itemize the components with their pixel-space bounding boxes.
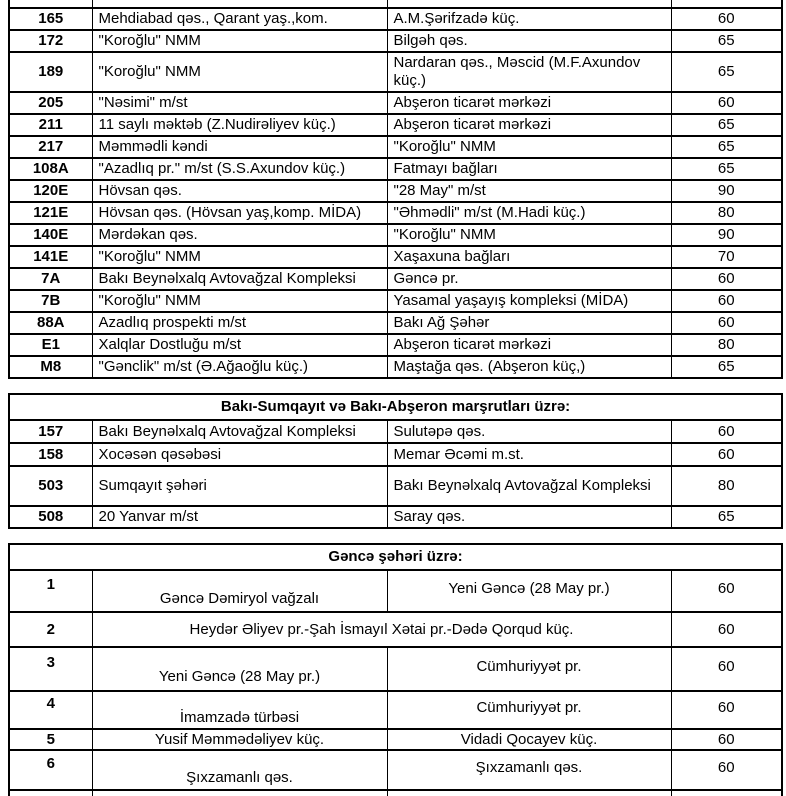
cut-off-cell	[671, 790, 782, 796]
route-row	[9, 312, 782, 334]
route-origin-cell: Məmmədli kəndi	[92, 136, 387, 158]
route-fare-cell: 60	[671, 420, 782, 443]
route-number-cell: 157	[9, 420, 92, 443]
route-number-cell: 6	[9, 750, 92, 790]
route-origin-cell: Şıxzamanlı qəs.	[92, 750, 387, 790]
route-origin-cell: 20 Yanvar m/st	[92, 506, 387, 528]
route-path-cell: Heydər Əliyev pr.-Şah İsmayıl Xətai pr.-Dədə Qorqud küç.	[92, 612, 671, 647]
route-row	[9, 180, 782, 202]
route-row	[9, 92, 782, 114]
route-fare-cell: 60	[671, 691, 782, 729]
section-header-row	[9, 394, 782, 420]
route-destination-cell: Cümhuriyyət pr.	[387, 691, 671, 729]
route-fare-cell: 80	[671, 202, 782, 224]
route-origin-cell: "Nəsimi" m/st	[92, 92, 387, 114]
route-destination-cell: Saray qəs.	[387, 506, 671, 528]
route-destination-cell: Yeni Gəncə (28 May pr.)	[387, 570, 671, 612]
route-destination-cell: "Əhmədli" m/st (M.Hadi küç.)	[387, 202, 671, 224]
cut-off-row	[9, 0, 782, 8]
route-destination-cell: A.M.Şərifzadə küç.	[387, 8, 671, 30]
route-number-cell: 508	[9, 506, 92, 528]
route-origin-cell: Gəncə Dəmiryol vağzalı	[92, 570, 387, 612]
route-row	[9, 158, 782, 180]
cut-off-cell	[92, 0, 387, 8]
route-row	[9, 136, 782, 158]
ganja-city-routes-header: Gəncə şəhəri üzrə:	[9, 544, 782, 570]
route-number-cell: 3	[9, 647, 92, 691]
route-origin-cell: Yeni Gəncə (28 May pr.)	[92, 647, 387, 691]
route-destination-cell: Maştağa qəs. (Abşeron küç,)	[387, 356, 671, 378]
route-origin-cell: Yusif Məmmədəliyev küç.	[92, 729, 387, 750]
route-fare-cell: 60	[671, 750, 782, 790]
route-origin-cell: Bakı Beynəlxalq Avtovağzal Kompleksi	[92, 420, 387, 443]
route-destination-cell: Sulutəpə qəs.	[387, 420, 671, 443]
route-destination-cell: Abşeron ticarət mərkəzi	[387, 92, 671, 114]
route-fare-cell: 60	[671, 268, 782, 290]
route-row	[9, 356, 782, 378]
route-row	[9, 691, 782, 729]
route-fare-cell: 65	[671, 114, 782, 136]
route-number-cell: E1	[9, 334, 92, 356]
route-destination-cell: Bakı Ağ Şəhər	[387, 312, 671, 334]
route-fare-cell: 65	[671, 356, 782, 378]
route-number-cell: 165	[9, 8, 92, 30]
route-origin-cell: İmamzadə türbəsi	[92, 691, 387, 729]
route-number-cell: 121E	[9, 202, 92, 224]
route-fare-cell: 90	[671, 224, 782, 246]
route-fare-cell: 80	[671, 334, 782, 356]
route-number-cell: 217	[9, 136, 92, 158]
route-destination-cell: Yasamal yaşayış kompleksi (MİDA)	[387, 290, 671, 312]
route-row	[9, 290, 782, 312]
route-number-cell: M8	[9, 356, 92, 378]
route-number-cell: 108A	[9, 158, 92, 180]
route-row	[9, 647, 782, 691]
route-fare-cell: 60	[671, 647, 782, 691]
route-destination-cell: Vidadi Qocayev küç.	[387, 729, 671, 750]
route-fare-cell: 60	[671, 92, 782, 114]
route-fare-cell: 65	[671, 136, 782, 158]
route-destination-cell: Cümhuriyyət pr.	[387, 647, 671, 691]
route-origin-cell: Mərdəkan qəs.	[92, 224, 387, 246]
route-origin-cell: "Azadlıq pr." m/st (S.S.Axundov küç.)	[92, 158, 387, 180]
route-fare-cell: 70	[671, 246, 782, 268]
route-row	[9, 30, 782, 52]
route-origin-cell: Mehdiabad qəs., Qarant yaş.,kom.	[92, 8, 387, 30]
route-number-cell: 189	[9, 52, 92, 92]
route-number-cell: 7A	[9, 268, 92, 290]
route-destination-cell: Bakı Beynəlxalq Avtovağzal Kompleksi	[387, 466, 671, 506]
route-row	[9, 8, 782, 30]
route-row	[9, 570, 782, 612]
route-number-cell: 1	[9, 570, 92, 612]
route-number-cell: 88A	[9, 312, 92, 334]
route-destination-cell: Gəncə pr.	[387, 268, 671, 290]
baki-sumqayit-absheron-routes-table	[8, 393, 783, 529]
cut-off-cell	[387, 790, 671, 796]
route-fare-cell: 90	[671, 180, 782, 202]
route-origin-cell: Hövsan qəs. (Hövsan yaş,komp. MİDA)	[92, 202, 387, 224]
route-row	[9, 443, 782, 466]
route-number-cell: 205	[9, 92, 92, 114]
route-fare-cell: 65	[671, 506, 782, 528]
cut-off-cell	[9, 0, 92, 8]
route-row	[9, 729, 782, 750]
route-row	[9, 268, 782, 290]
route-destination-cell: Nardaran qəs., Məscid (M.F.Axundov küç.)	[387, 52, 671, 92]
route-fare-cell: 65	[671, 30, 782, 52]
baki-routes-table	[8, 0, 783, 379]
route-fare-cell: 60	[671, 612, 782, 647]
route-origin-cell: 11 saylı məktəb (Z.Nudirəliyev küç.)	[92, 114, 387, 136]
route-origin-cell: "Koroğlu" NMM	[92, 246, 387, 268]
route-fare-cell: 60	[671, 312, 782, 334]
route-fare-cell: 65	[671, 158, 782, 180]
route-origin-cell: Xocəsən qəsəbəsi	[92, 443, 387, 466]
route-origin-cell: "Koroğlu" NMM	[92, 30, 387, 52]
route-row	[9, 202, 782, 224]
route-fare-cell: 65	[671, 52, 782, 92]
route-fare-cell: 80	[671, 466, 782, 506]
route-number-cell: 4	[9, 691, 92, 729]
route-fare-cell: 60	[671, 570, 782, 612]
route-origin-cell: Sumqayıt şəhəri	[92, 466, 387, 506]
route-origin-cell: Azadlıq prospekti m/st	[92, 312, 387, 334]
route-destination-cell: "28 May" m/st	[387, 180, 671, 202]
route-destination-cell: Fatmayı bağları	[387, 158, 671, 180]
baki-sumqayit-absheron-routes-header: Bakı-Sumqayıt və Bakı-Abşeron marşrutları üzrə:	[9, 394, 782, 420]
route-origin-cell: "Koroğlu" NMM	[92, 290, 387, 312]
route-row	[9, 334, 782, 356]
cut-off-cell	[671, 0, 782, 8]
route-row	[9, 612, 782, 647]
route-destination-cell: Abşeron ticarət mərkəzi	[387, 114, 671, 136]
cut-off-row	[9, 790, 782, 796]
route-origin-cell: Bakı Beynəlxalq Avtovağzal Kompleksi	[92, 268, 387, 290]
route-origin-cell: "Gənclik" m/st (Ə.Ağaoğlu küç.)	[92, 356, 387, 378]
route-number-cell: 7B	[9, 290, 92, 312]
route-destination-cell: "Koroğlu" NMM	[387, 224, 671, 246]
route-row	[9, 420, 782, 443]
route-row	[9, 114, 782, 136]
route-fare-cell: 60	[671, 290, 782, 312]
route-number-cell: 141E	[9, 246, 92, 268]
route-row	[9, 466, 782, 506]
cut-off-cell	[9, 790, 92, 796]
cut-off-cell	[92, 790, 387, 796]
route-row	[9, 506, 782, 528]
route-destination-cell: "Koroğlu" NMM	[387, 136, 671, 158]
route-origin-cell: "Koroğlu" NMM	[92, 52, 387, 92]
route-number-cell: 172	[9, 30, 92, 52]
route-origin-cell: Xalqlar Dostluğu m/st	[92, 334, 387, 356]
route-number-cell: 2	[9, 612, 92, 647]
route-row	[9, 224, 782, 246]
ganja-city-routes-table	[8, 543, 783, 796]
route-destination-cell: Abşeron ticarət mərkəzi	[387, 334, 671, 356]
route-number-cell: 5	[9, 729, 92, 750]
route-number-cell: 140E	[9, 224, 92, 246]
route-destination-cell: Memar Əcəmi m.st.	[387, 443, 671, 466]
route-row	[9, 52, 782, 92]
route-number-cell: 158	[9, 443, 92, 466]
cut-off-cell	[387, 0, 671, 8]
route-fare-cell: 60	[671, 443, 782, 466]
route-destination-cell: Şıxzamanlı qəs.	[387, 750, 671, 790]
section-header-row	[9, 544, 782, 570]
route-fare-cell: 60	[671, 729, 782, 750]
route-row	[9, 246, 782, 268]
route-row	[9, 750, 782, 790]
route-destination-cell: Xaşaxuna bağları	[387, 246, 671, 268]
route-fare-cell: 60	[671, 8, 782, 30]
route-origin-cell: Hövsan qəs.	[92, 180, 387, 202]
route-number-cell: 211	[9, 114, 92, 136]
route-number-cell: 120E	[9, 180, 92, 202]
route-destination-cell: Bilgəh qəs.	[387, 30, 671, 52]
route-number-cell: 503	[9, 466, 92, 506]
